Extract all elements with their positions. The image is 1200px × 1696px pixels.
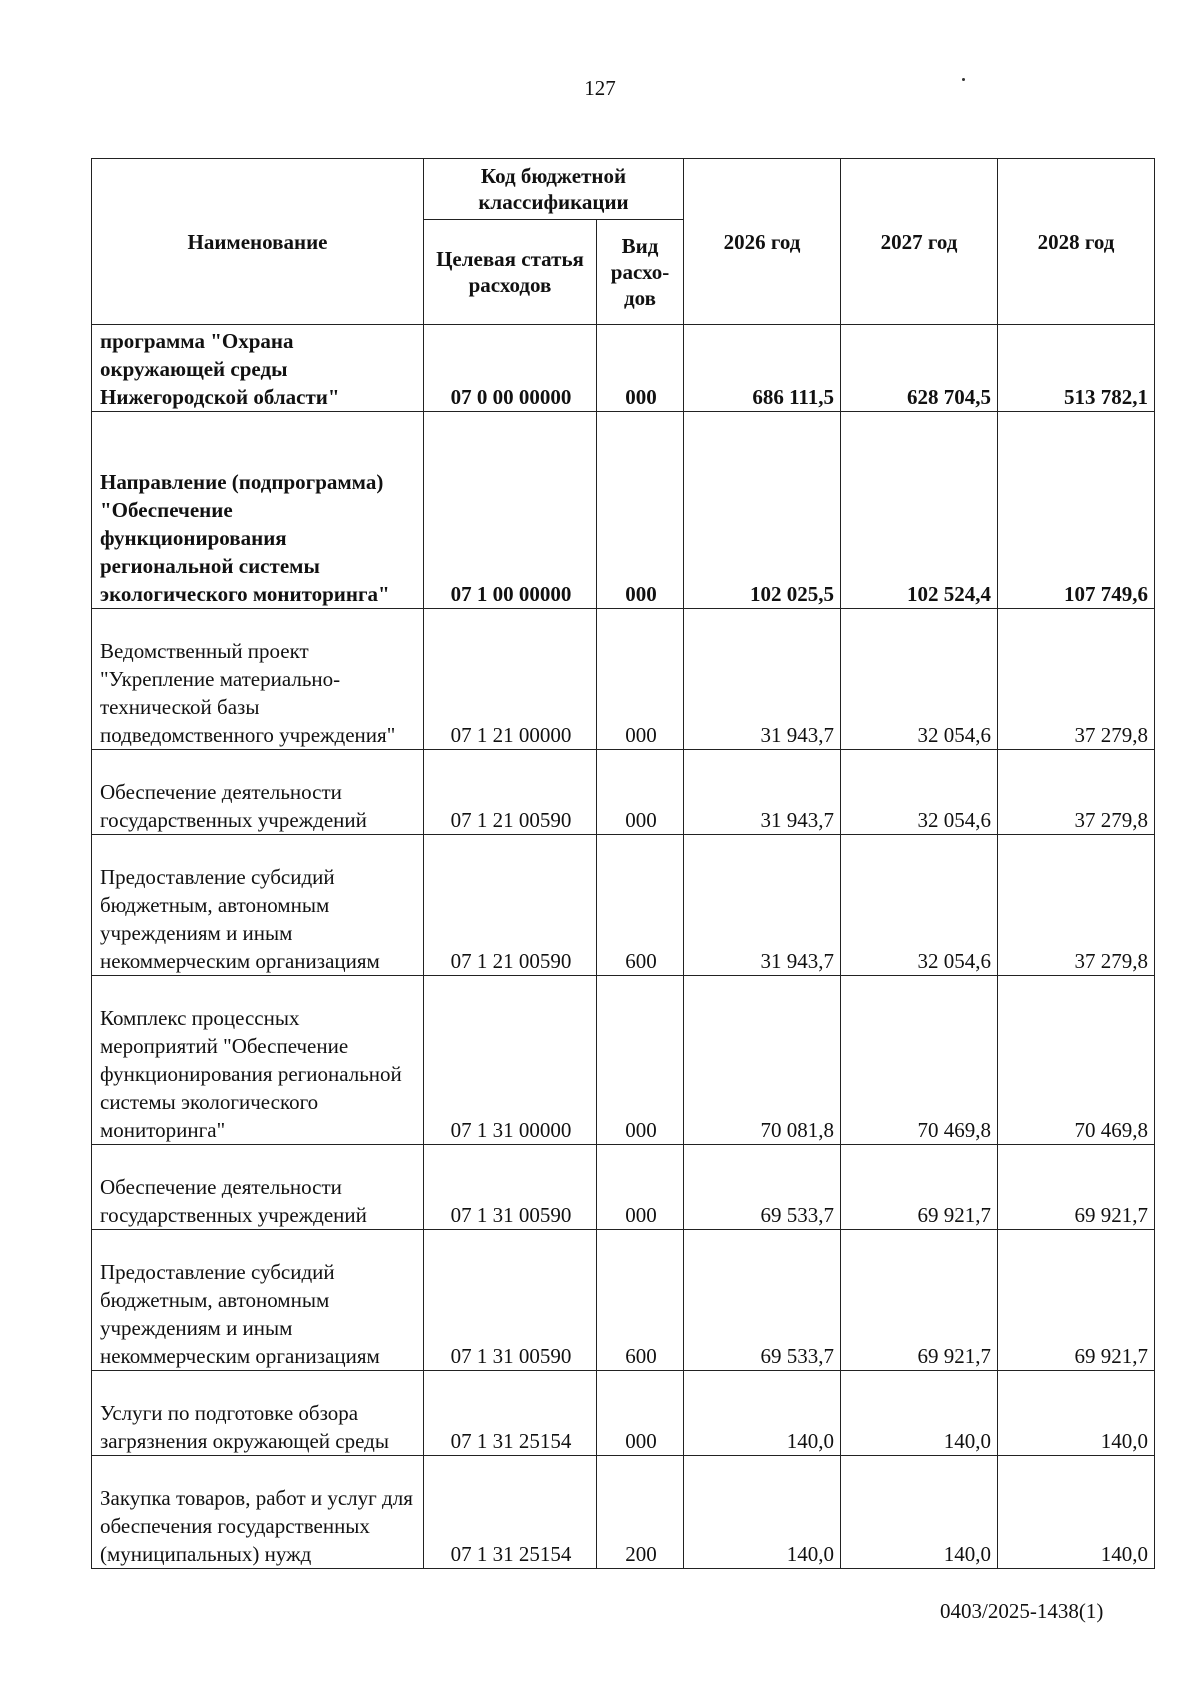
row-expense-kind: 000 <box>597 1145 684 1230</box>
header-target-article: Целевая статья расходов <box>424 220 597 325</box>
row-name: Закупка товаров, работ и услуг для обеспечения государственных (муниципальных) нужд <box>92 1456 424 1569</box>
row-value-2026: 31 943,7 <box>684 835 841 976</box>
row-value-2026: 69 533,7 <box>684 1145 841 1230</box>
header-name: Наименование <box>92 159 424 325</box>
row-expense-kind: 000 <box>597 750 684 835</box>
row-target-article: 07 1 31 25154 <box>424 1371 597 1456</box>
row-name: программа "Охрана окружающей среды Нижегородской области" <box>92 325 424 412</box>
row-value-2027: 69 921,7 <box>841 1230 998 1371</box>
row-value-2028: 37 279,8 <box>998 609 1155 750</box>
table-row <box>92 412 1155 609</box>
row-value-2026: 31 943,7 <box>684 609 841 750</box>
row-name: Предоставление субсидий бюджетным, автономным учреждениям и иным некоммерческим организациям <box>92 835 424 976</box>
row-value-2027: 32 054,6 <box>841 750 998 835</box>
row-name: Обеспечение деятельности государственных учреждений <box>92 1145 424 1230</box>
table-row <box>92 750 1155 835</box>
row-value-2028: 513 782,1 <box>998 325 1155 412</box>
row-value-2026: 686 111,5 <box>684 325 841 412</box>
row-target-article: 07 1 21 00590 <box>424 835 597 976</box>
row-name: Предоставление субсидий бюджетным, автономным учреждениям и иным некоммерческим организациям <box>92 1230 424 1371</box>
row-target-article: 07 1 00 00000 <box>424 412 597 609</box>
row-name: Обеспечение деятельности государственных учреждений <box>92 750 424 835</box>
row-value-2027: 628 704,5 <box>841 325 998 412</box>
row-expense-kind: 000 <box>597 325 684 412</box>
scan-dot <box>962 78 965 81</box>
row-target-article: 07 1 31 00590 <box>424 1230 597 1371</box>
document-code: 0403/2025-1438(1) <box>940 1599 1104 1623</box>
row-expense-kind: 000 <box>597 976 684 1145</box>
row-target-article: 07 1 31 00000 <box>424 976 597 1145</box>
row-target-article: 07 1 21 00000 <box>424 609 597 750</box>
row-expense-kind: 000 <box>597 1371 684 1456</box>
table-row <box>92 976 1155 1145</box>
row-name: Ведомственный проект "Укрепление материально-технической базы подведомственного учреждения" <box>92 609 424 750</box>
row-value-2028: 140,0 <box>998 1371 1155 1456</box>
header-year-2028: 2028 год <box>998 159 1155 325</box>
table-row <box>92 1230 1155 1371</box>
row-value-2026: 140,0 <box>684 1371 841 1456</box>
budget-table <box>91 158 1155 1569</box>
row-value-2027: 32 054,6 <box>841 609 998 750</box>
row-expense-kind: 000 <box>597 609 684 750</box>
page-number: 127 <box>584 76 616 100</box>
row-value-2028: 37 279,8 <box>998 750 1155 835</box>
row-value-2028: 107 749,6 <box>998 412 1155 609</box>
row-target-article: 07 1 31 25154 <box>424 1456 597 1569</box>
table-header <box>92 159 1155 325</box>
row-value-2028: 69 921,7 <box>998 1145 1155 1230</box>
row-value-2026: 70 081,8 <box>684 976 841 1145</box>
table-row <box>92 835 1155 976</box>
row-name: Комплекс процессных мероприятий "Обеспечение функционирования региональной системы экологического мониторинга" <box>92 976 424 1145</box>
row-value-2027: 140,0 <box>841 1456 998 1569</box>
row-expense-kind: 600 <box>597 835 684 976</box>
row-value-2028: 70 469,8 <box>998 976 1155 1145</box>
row-target-article: 07 1 21 00590 <box>424 750 597 835</box>
row-value-2028: 37 279,8 <box>998 835 1155 976</box>
header-year-2026: 2026 год <box>684 159 841 325</box>
table-row <box>92 1371 1155 1456</box>
table-row <box>92 325 1155 412</box>
row-value-2028: 69 921,7 <box>998 1230 1155 1371</box>
row-value-2027: 70 469,8 <box>841 976 998 1145</box>
row-expense-kind: 000 <box>597 412 684 609</box>
row-name: Направление (подпрограмма) "Обеспечение функционирования региональной системы экологического мониторинга" <box>92 412 424 609</box>
table-row <box>92 1456 1155 1569</box>
row-value-2027: 140,0 <box>841 1371 998 1456</box>
row-value-2026: 31 943,7 <box>684 750 841 835</box>
header-year-2027: 2027 год <box>841 159 998 325</box>
row-value-2027: 32 054,6 <box>841 835 998 976</box>
row-target-article: 07 0 00 00000 <box>424 325 597 412</box>
row-value-2027: 102 524,4 <box>841 412 998 609</box>
row-value-2026: 102 025,5 <box>684 412 841 609</box>
table-body <box>92 325 1155 1569</box>
header-code-group: Код бюджетной классификации <box>424 159 684 220</box>
row-value-2026: 140,0 <box>684 1456 841 1569</box>
row-expense-kind: 600 <box>597 1230 684 1371</box>
table-row <box>92 1145 1155 1230</box>
row-name: Услуги по подготовке обзора загрязнения окружающей среды <box>92 1371 424 1456</box>
row-value-2027: 69 921,7 <box>841 1145 998 1230</box>
row-target-article: 07 1 31 00590 <box>424 1145 597 1230</box>
table-row <box>92 609 1155 750</box>
row-expense-kind: 200 <box>597 1456 684 1569</box>
header-expense-kind: Вид расхо-дов <box>597 220 684 325</box>
row-value-2028: 140,0 <box>998 1456 1155 1569</box>
row-value-2026: 69 533,7 <box>684 1230 841 1371</box>
